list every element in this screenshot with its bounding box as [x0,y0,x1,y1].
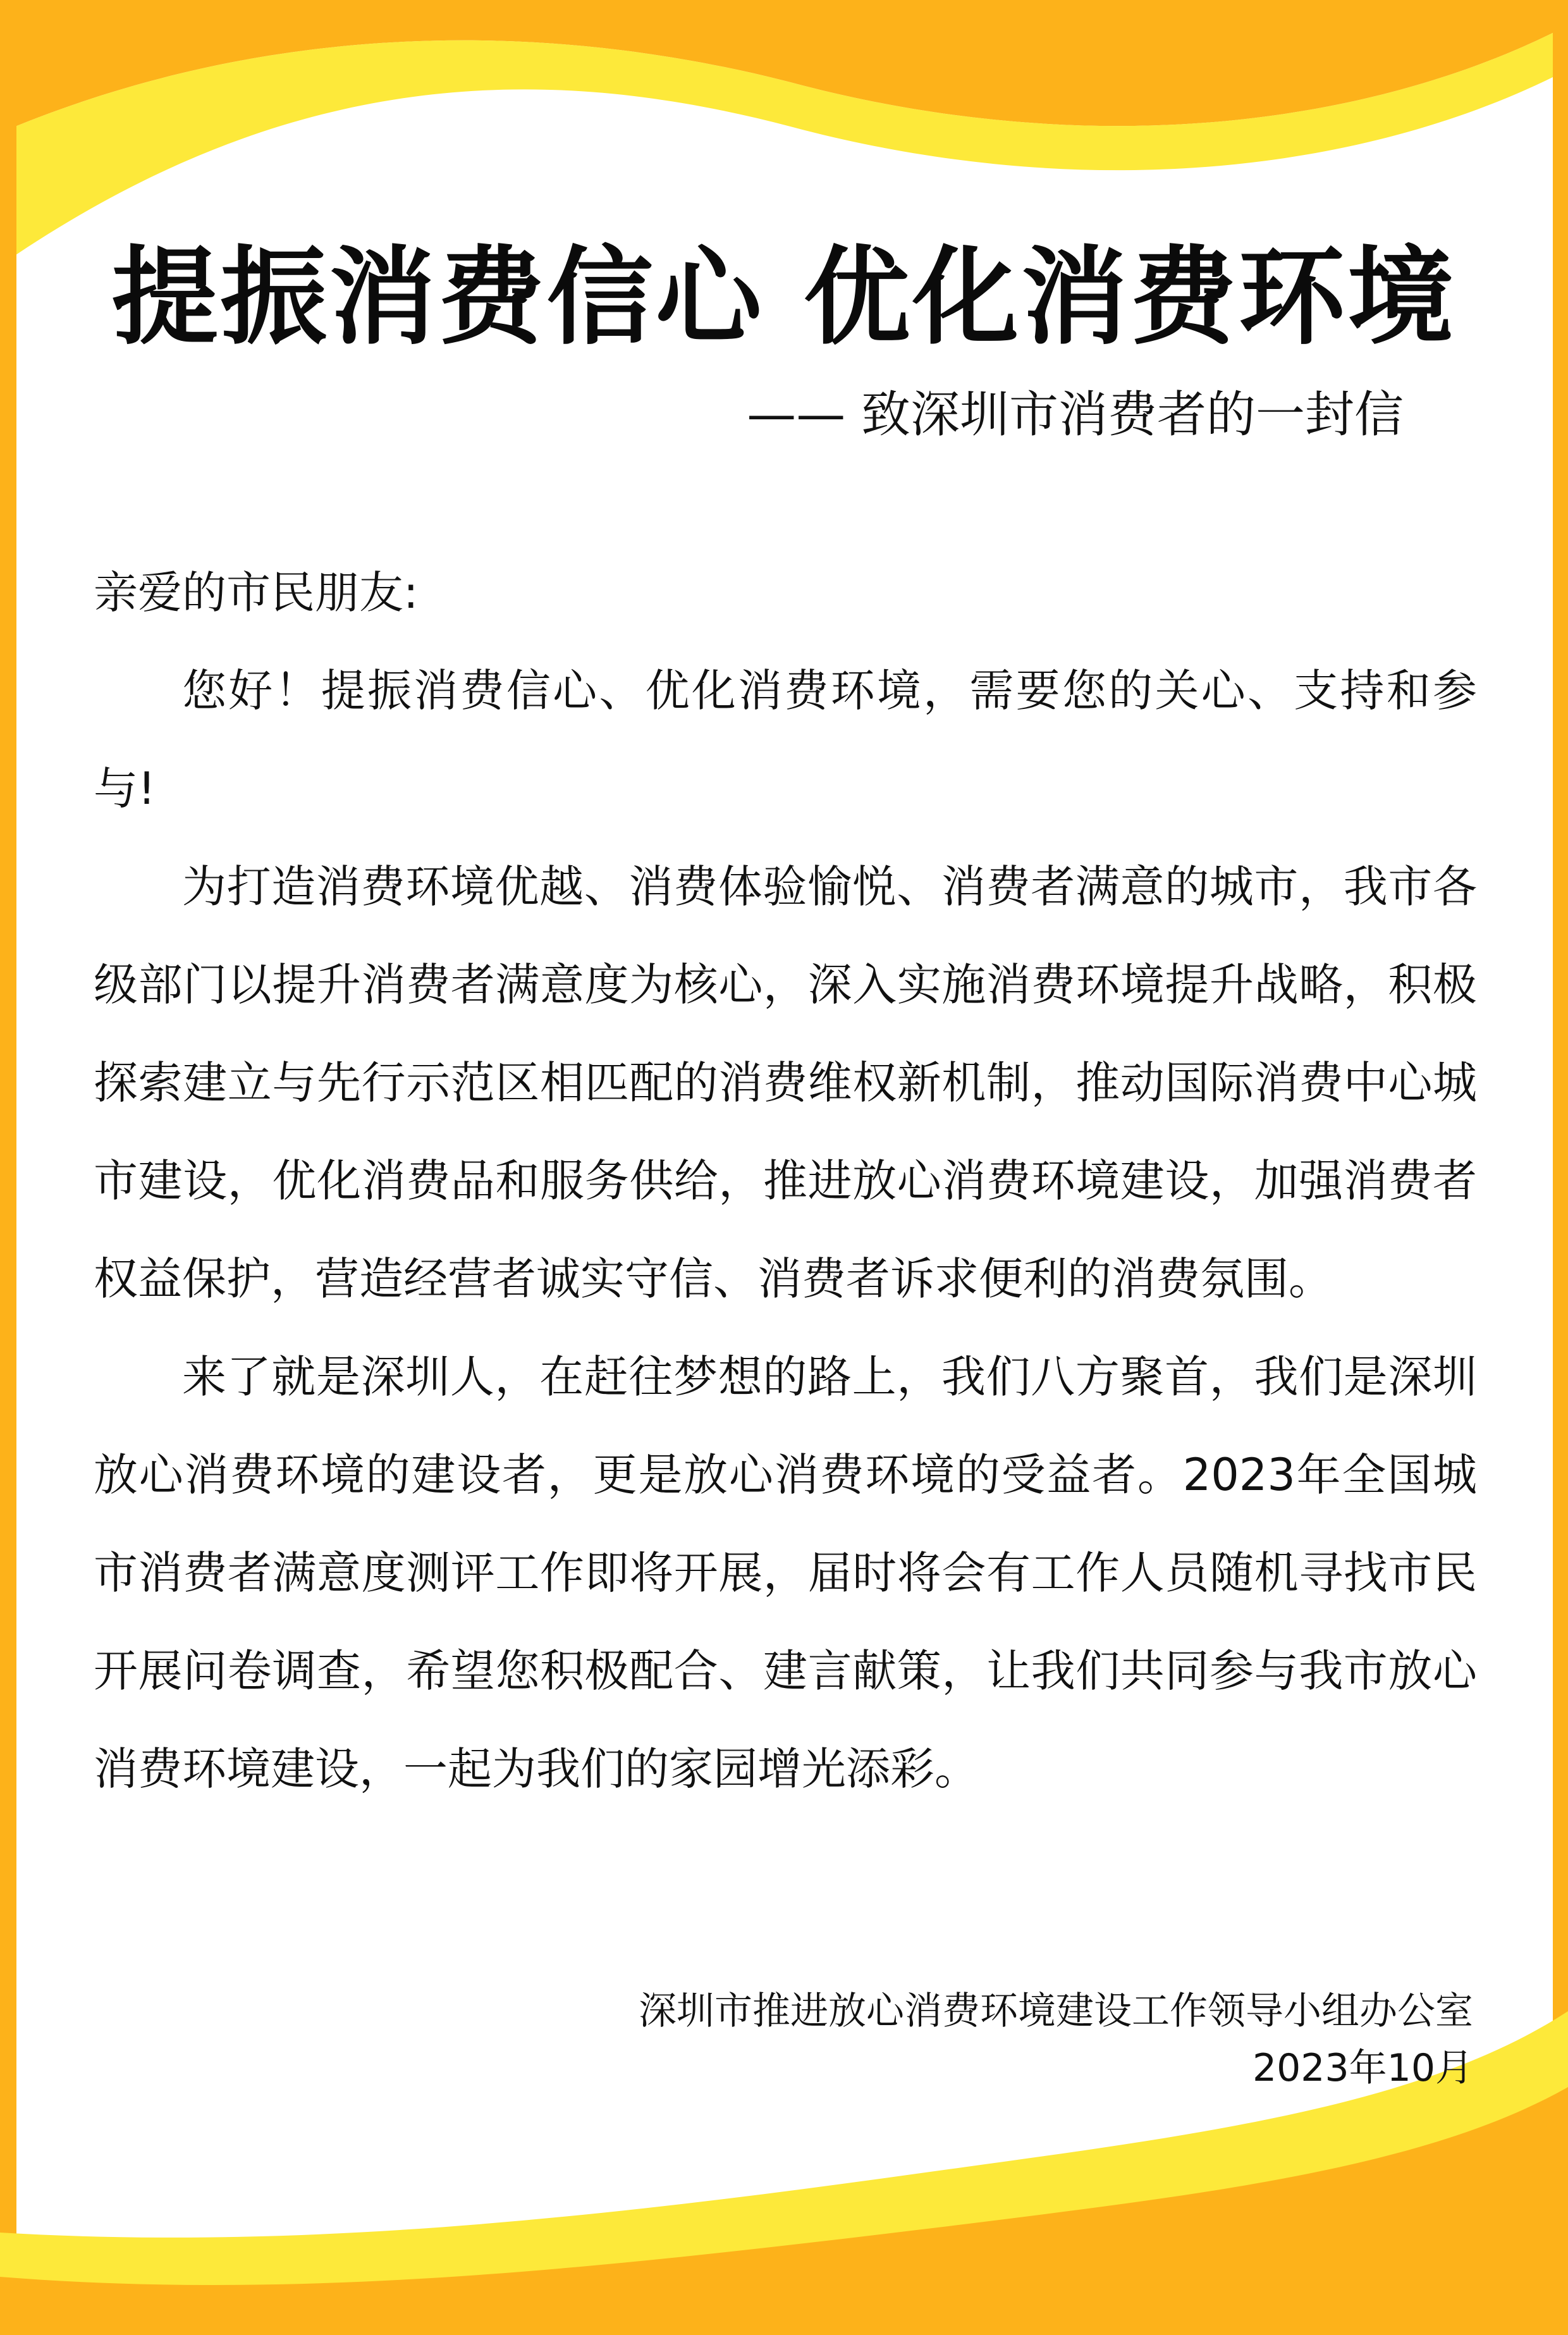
signature-organization: 深圳市推进放心消费环境建设工作领导小组办公室 [639,1989,1473,2033]
subtitle-text: —— 致深圳市消费者的一封信 [747,386,1404,443]
letter-greeting: 亲爱的市民朋友: [94,567,419,619]
letter-paragraph: 来了就是深圳人，在赶往梦想的路上，我们八方聚首，我们是深圳放心消费环境的建设者，更是放心消费环境的受益者。2023年全国城市消费者满意度测评工作即将开展，届时将会有工作人员随机寻找市民开展问卷调查，希望您积极配合、建言献策，让我们共同参与我市放心消费环境建设，一起为我们的家园增光添彩。 [94,1351,1477,1795]
letter-paragraph: 您好！提振消费信心、优化消费环境，需要您的关心、支持和参与! [94,665,1477,815]
letter-body [94,544,1477,1818]
page-title: 提振消费信心 优化消费环境 [111,235,1457,359]
signature-date: 2023年10月 [1252,2046,1473,2090]
page-subtitle [747,383,1404,447]
signature-block [639,1983,1473,2097]
letter-paragraph: 为打造消费环境优越、消费体验愉悦、消费者满意的城市，我市各级部门以提升消费者满意度为核心，深入实施消费环境提升战略，积极探索建立与先行示范区相匹配的消费维权新机制，推动国际消费中心城市建设，优化消费品和服务供给，推进放心消费环境建设，加强消费者权益保护，营造经营者诚实守信、消费者诉求便利的消费氛围。 [94,861,1477,1305]
